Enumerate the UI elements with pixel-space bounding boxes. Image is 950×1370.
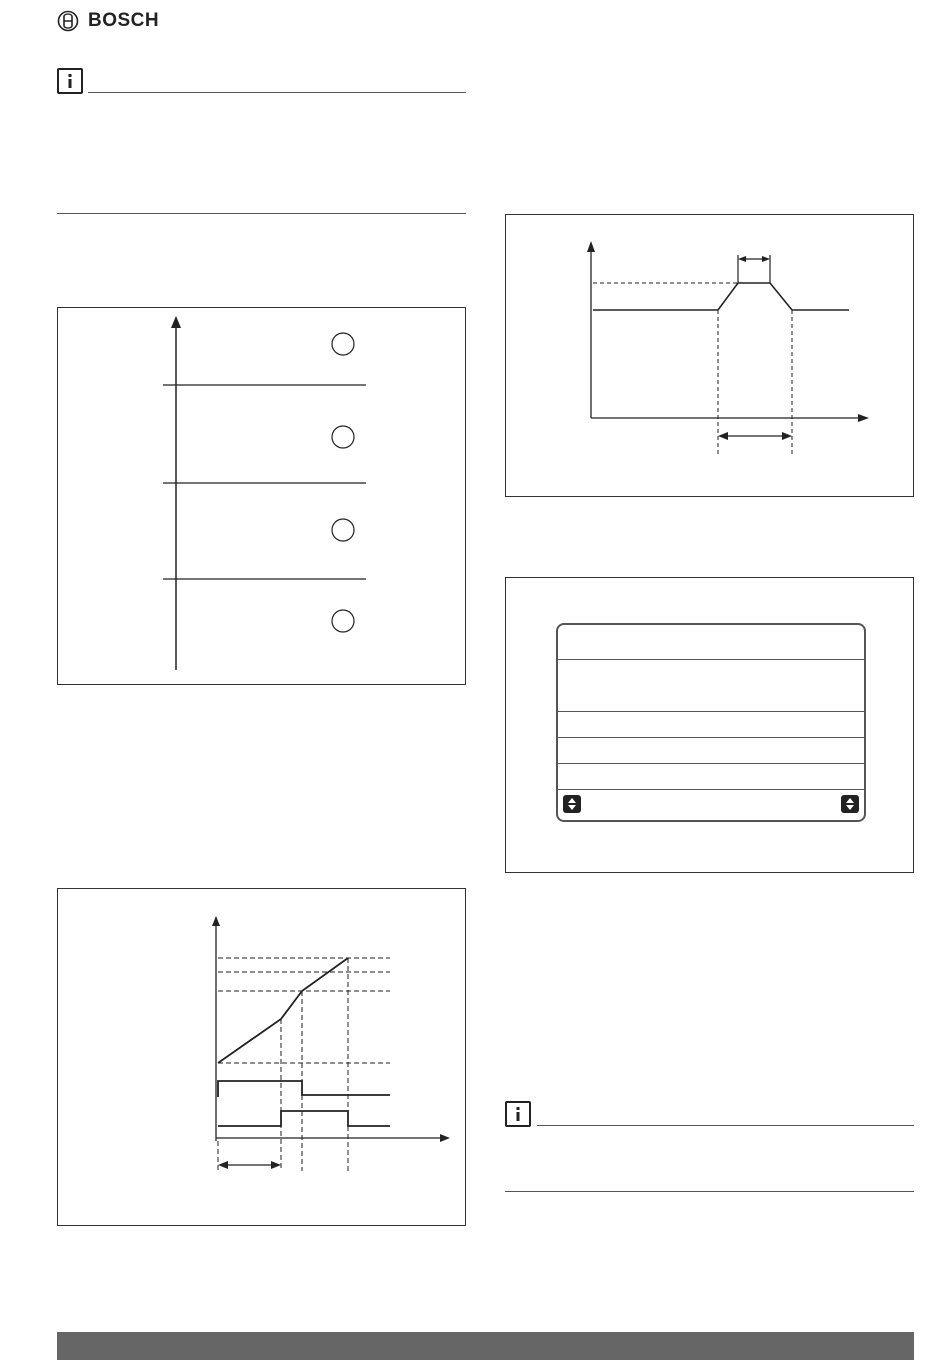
info-icon <box>505 1101 531 1127</box>
plateau-width-left-icon <box>738 256 746 262</box>
zone-marker-1 <box>332 333 354 355</box>
note-top-rule <box>88 92 466 93</box>
note-top-rule <box>537 1125 914 1126</box>
menu-row-1[interactable] <box>558 659 864 712</box>
zones-diagram <box>57 307 466 685</box>
up-down-arrow-icon[interactable] <box>563 795 581 813</box>
zones-axis-arrow-icon <box>171 316 181 328</box>
brand-name: BOSCH <box>88 10 160 31</box>
pulse-signal-1 <box>218 1081 390 1097</box>
plateau-y-arrow-icon <box>587 241 595 252</box>
info-icon <box>57 68 83 94</box>
note-bottom-rule <box>57 213 466 214</box>
plateau-signal-line <box>593 283 849 310</box>
timing-diagram <box>57 888 466 1226</box>
menu-header-row <box>558 625 864 660</box>
duration-arrow-right-icon <box>271 1161 281 1169</box>
bosch-armature-icon <box>57 10 79 32</box>
timing-x-arrow-icon <box>440 1134 450 1142</box>
menu-row-3[interactable] <box>558 737 864 764</box>
menu-row-4[interactable] <box>558 763 864 790</box>
plateau-duration-left-icon <box>718 432 728 440</box>
zone-marker-3 <box>332 519 354 541</box>
note-bottom-rule <box>505 1191 914 1192</box>
footer-bar <box>57 1332 914 1360</box>
plateau-diagram <box>505 214 914 497</box>
timing-y-arrow-icon <box>212 916 220 926</box>
zone-marker-2 <box>332 426 354 448</box>
plateau-x-arrow-icon <box>858 414 869 422</box>
menu-display <box>556 623 866 822</box>
zone-marker-4 <box>332 610 354 632</box>
plateau-duration-right-icon <box>782 432 792 440</box>
brand-logo <box>57 9 159 33</box>
up-down-arrow-icon[interactable] <box>841 795 859 813</box>
duration-arrow-left-icon <box>218 1161 228 1169</box>
rising-signal-line <box>218 958 348 1063</box>
pulse-signal-2 <box>218 1111 390 1126</box>
menu-display-figure <box>505 577 914 873</box>
menu-row-2[interactable] <box>558 711 864 738</box>
plateau-width-right-icon <box>762 256 770 262</box>
